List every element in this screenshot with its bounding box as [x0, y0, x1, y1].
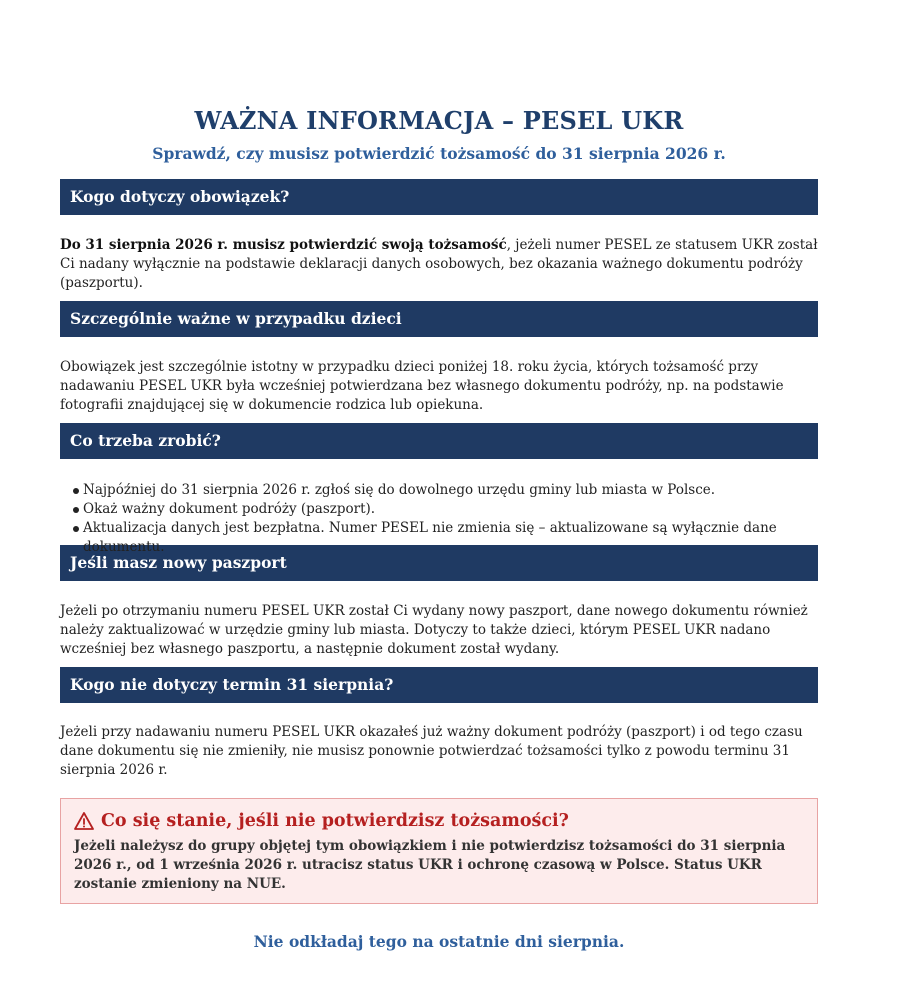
section-body-children: Obowiązek jest szczególnie istotny w przypadku dzieci poniżej 18. roku życia, których tożsamość przy nadawaniu PESEL UKR była wcześniej potwierdzana bez własnego dokumentu podróży, np. na podstawie fotografii znajdującej się w dokumencie rodzica lub opiekuna.	[60, 359, 784, 413]
section-body-who	[60, 236, 818, 301]
alert-body: Jeżeli należysz do grupy objętej tym obowiązkiem i nie potwierdzisz tożsamości do 31 sierpnia 2026 r., od 1 września 2026 r. utracisz status UKR i ochronę czasową w Polsce. Status UKR zostanie zmieniony na NUE.	[74, 838, 786, 892]
alert-title: Co się stanie, jeśli nie potwierdzisz tożsamości?	[101, 811, 569, 831]
section-body-who-bold: Do 31 sierpnia 2026 r. musisz potwierdzić swoją tożsamość	[60, 237, 507, 253]
document-page	[60, 104, 818, 953]
warning-alert-box	[60, 798, 818, 904]
section-heading-not-concerned: Kogo nie dotyczy termin 31 sierpnia?	[60, 667, 818, 703]
section-body-new-passport: Jeżeli po otrzymaniu numeru PESEL UKR został Ci wydany nowy paszport, dane nowego dokumentu również należy zaktualizować w urzędzie gminy lub miasta. Dotyczy to także dzieci, którym PESEL UKR nadano wcześniej bez własnego paszportu, a następnie dokument został wydany.	[60, 603, 808, 657]
what-to-do-list	[60, 481, 818, 555]
list-item: Okaż ważny dokument podróży (paszport).	[60, 500, 818, 519]
list-item: Najpóźniej do 31 sierpnia 2026 r. zgłoś się do dowolnego urzędu gminy lub miasta w Polsce.	[60, 481, 818, 500]
section-heading-what-to-do: Co trzeba zrobić?	[60, 423, 818, 459]
warning-triangle-icon	[74, 811, 94, 831]
alert-title-row	[74, 809, 803, 833]
section-body-who-rest: , jeżeli numer PESEL ze statusem UKR został Ci nadany wyłącznie na podstawie deklaracji danych osobowych, bez okazania ważnego dokumentu podróży (paszportu).	[60, 237, 818, 291]
section-heading-children: Szczególnie ważne w przypadku dzieci	[60, 301, 818, 337]
footer-note: Nie odkładaj tego na ostatnie dni sierpnia.	[253, 932, 625, 951]
section-heading-who: Kogo dotyczy obowiązek?	[60, 179, 818, 215]
section-body-not-concerned: Jeżeli przy nadawaniu numeru PESEL UKR okazałeś już ważny dokument podróży (paszport) i od tego czasu dane dokumentu się nie zmieniły, nie musisz ponownie potwierdzać tożsamości tylko z powodu terminu 31 sierpnia 2026 r.	[60, 724, 803, 778]
page-subtitle: Sprawdź, czy musisz potwierdzić tożsamość do 31 sierpnia 2026 r.	[152, 144, 726, 163]
list-item: Aktualizacja danych jest bezpłatna. Numer PESEL nie zmienia się – aktualizowane są wyłącznie dane dokumentu.	[60, 519, 818, 557]
section-heading-new-passport: Jeśli masz nowy paszport	[60, 545, 818, 581]
page-title: WAŻNA INFORMACJA – PESEL UKR	[194, 106, 684, 135]
